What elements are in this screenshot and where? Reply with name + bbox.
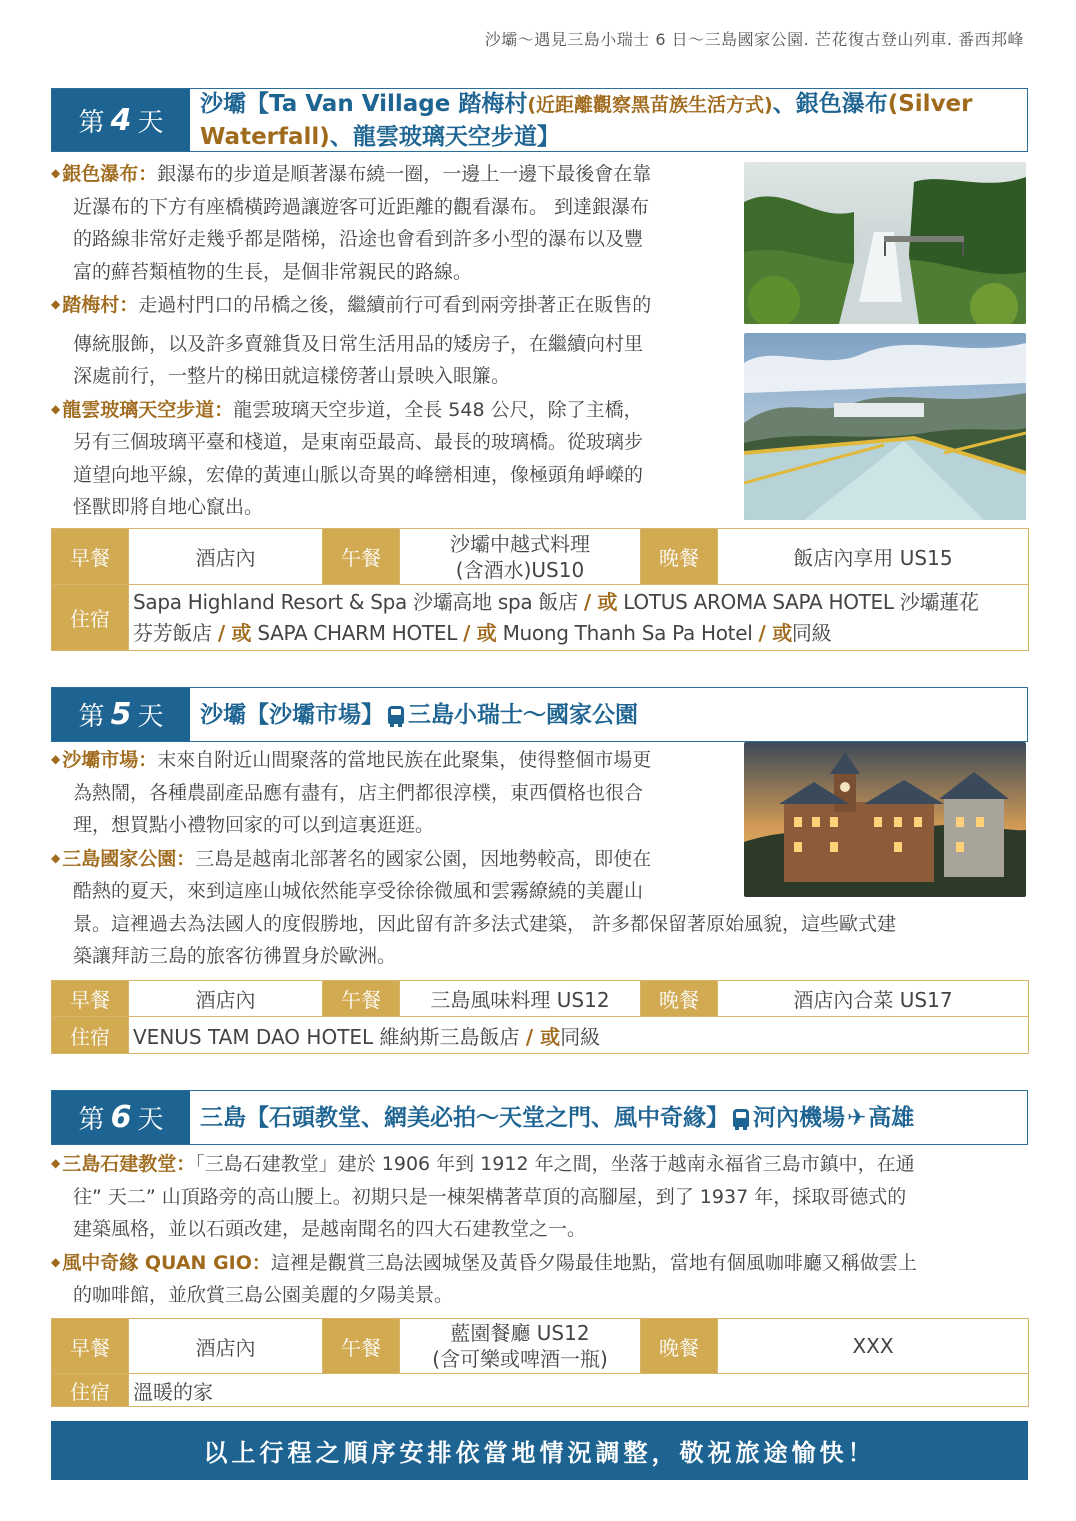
day-6-section: [51, 1090, 1028, 1145]
bus-icon: [388, 706, 404, 724]
dinner-value: 酒店內合菜 US17: [718, 981, 1029, 1017]
closing-banner: 以上行程之順序安排依當地情況調整，敬祝旅途愉快！: [51, 1421, 1028, 1480]
diamond-bullet-icon: ◆: [51, 401, 61, 416]
paragraph-silver-waterfall: ◆ 銀色瀑布：銀瀑布的步道是順著瀑布繞一圈，一邊上一邊下最後會在靠 近瀑布的下方有座橋橫跨過讓遊客可近距離的觀看瀑布。 到達銀瀑布 的路線非常好走幾乎都是階梯，沿途也會看到許多小型的瀑布以及豐 富的蘚苔類植物的生長，是個非常親民的路線。: [51, 163, 652, 283]
lunch-value: 藍園餐廳 US12 (含可樂或啤酒一瓶): [400, 1319, 641, 1374]
breakfast-label: 早餐: [52, 981, 129, 1017]
day-5-number-badge: 第 5 天: [52, 688, 190, 741]
day-4-header: [51, 88, 1028, 152]
day-6-title: 三島【石頭教堂、網美必拍～天堂之門、風中奇緣】 河內機場 ✈ 高雄: [190, 1091, 924, 1144]
diamond-bullet-icon: ◆: [51, 166, 61, 180]
airplane-icon: ✈: [847, 1104, 867, 1131]
day-4-number-badge: 第 4 天: [52, 89, 190, 151]
lunch-label: 午餐: [323, 1319, 400, 1374]
breakfast-value: 酒店內: [129, 1319, 323, 1374]
breakfast-label: 早餐: [52, 529, 129, 585]
diamond-bullet-icon: ◆: [51, 1254, 61, 1269]
day-4-section: [51, 88, 1028, 152]
lunch-value: 沙壩中越式料理 (含酒水)US10: [400, 529, 641, 585]
dinner-value: 飯店內享用 US15: [718, 529, 1029, 585]
lodging-label: 住宿: [52, 1374, 129, 1407]
paragraph-tam-dao-park: ◆ 三島國家公園：三島是越南北部著名的國家公園，因地勢較高，即使在 酷熱的夏天，來到這座山城依然能享受徐徐微風和雲霧繚繞的美麗山 景。這裡過去為法國人的度假勝地，因此留有許多法式建築， 許多都保留著原始風貌，這些歐式建 築讓拜訪三島的旅客彷彿置身於歐洲。: [51, 847, 897, 967]
meals-row: [52, 1319, 1029, 1374]
glass-skywalk-photo: [744, 333, 1026, 520]
diamond-bullet-icon: ◆: [51, 297, 61, 311]
paragraph-ta-van-village: ◆ 踏梅村：走過村門口的吊橋之後，繼續前行可看到兩旁掛著正在販售的 傳統服飾，以及許多賣雜貨及日常生活用品的矮房子，在繼續向村里 深處前行，一整片的梯田就這樣傍著山景映入眼簾。: [51, 294, 652, 387]
paragraph-stone-church: ◆ 三島石建教堂：「三島石建教堂」建於 1906 年到 1912 年之間，坐落于越南永福省三島市鎮中，在通 往” 天二” 山頂路旁的高山腰上。初期只是一棟架構著草頂的高腳屋，到了 1937 年，採取哥德式的 建築風格，並以石頭改建，是越南聞名的四大石建教堂之一。: [51, 1153, 915, 1240]
day-6-number-badge: 第 6 天: [52, 1091, 190, 1144]
tam-dao-castle-photo: [744, 742, 1026, 897]
diamond-bullet-icon: ◆: [51, 752, 61, 766]
silver-waterfall-photo: [744, 162, 1026, 324]
day-5-title: 沙壩【沙壩市場】 三島小瑞士～國家公園: [200, 701, 638, 728]
lodging-row: [52, 585, 1029, 651]
paragraph-quan-gio: ◆ 風中奇緣 QUAN GIO：這裡是觀賞三島法國城堡及黃昏夕陽最佳地點，當地有個風咖啡廳又稱做雲上 的咖啡館，並欣賞三島公園美麗的夕陽美景。: [51, 1251, 917, 1306]
day-6-description: [51, 1147, 1031, 1312]
lunch-label: 午餐: [323, 981, 400, 1017]
lunch-value: 三島風味料理 US12: [400, 981, 641, 1017]
paragraph-glass-skywalk: ◆ 龍雲玻璃天空步道：龍雲玻璃天空步道，全長 548 公尺，除了主橋， 另有三個玻璃平臺和棧道，是東南亞最高、最長的玻璃橋。從玻璃步 道望向地平線，宏偉的黃連山脈以奇異的峰巒相連，像極頭角崢嶸的 怪獸即將自地心竄出。: [51, 398, 644, 518]
breakfast-value: 酒店內: [129, 529, 323, 585]
day-4-meals-table: [51, 528, 1029, 651]
day-6-meals-table: [51, 1318, 1029, 1407]
lodging-label: 住宿: [52, 1017, 129, 1054]
dinner-label: 晚餐: [641, 981, 718, 1017]
dinner-label: 晚餐: [641, 529, 718, 585]
diamond-bullet-icon: ◆: [51, 850, 61, 865]
breakfast-value: 酒店內: [129, 981, 323, 1017]
lodging-value: VENUS TAM DAO HOTEL 維納斯三島飯店 / 或同級: [129, 1017, 1029, 1054]
day-5-meals-table: [51, 980, 1029, 1054]
dinner-label: 晚餐: [641, 1319, 718, 1374]
diamond-bullet-icon: ◆: [51, 1156, 61, 1170]
breakfast-label: 早餐: [52, 1319, 129, 1374]
day-5-header: [51, 687, 1028, 742]
dinner-value: XXX: [718, 1319, 1029, 1374]
paragraph-sapa-market: ◆ 沙壩市場：末來自附近山間聚落的當地民族在此聚集，使得整個市場更 為熱鬧，各種農副產品應有盡有，店主們都很淳樸，東西價格也很合 理，想買點小禮物回家的可以到這裏逛逛。: [51, 749, 652, 836]
meals-row: [52, 529, 1029, 585]
lodging-row: [52, 1017, 1029, 1054]
document-header: 沙壩～遇見三島小瑞士 6 日～三島國家公園. 芒花復古登山列車. 番西邦峰: [484, 30, 1024, 49]
lunch-label: 午餐: [323, 529, 400, 585]
lodging-row: [52, 1374, 1029, 1407]
day-6-header: [51, 1090, 1028, 1145]
day-4-title: 沙壩【Ta Van Village 踏梅村(近距離觀察黑苗族生活方式)、銀色瀑布(Silver Waterfall)、龍雲玻璃天空步道】: [200, 90, 973, 150]
day-4-description: [51, 157, 741, 524]
lodging-value: Sapa Highland Resort & Spa 沙壩高地 spa 飯店 / 或 LOTUS AROMA SAPA HOTEL 沙壩蓮花 芬芳飯店 / 或 SAPA CHARM HOTEL / 或 Muong Thanh Sa Pa Hotel / 或同級: [129, 585, 1029, 651]
meals-row: [52, 981, 1029, 1017]
lodging-label: 住宿: [52, 585, 129, 651]
bus-icon: [733, 1109, 749, 1127]
lodging-value: 溫暖的家: [129, 1374, 1029, 1407]
day-5-section: [51, 687, 1028, 742]
